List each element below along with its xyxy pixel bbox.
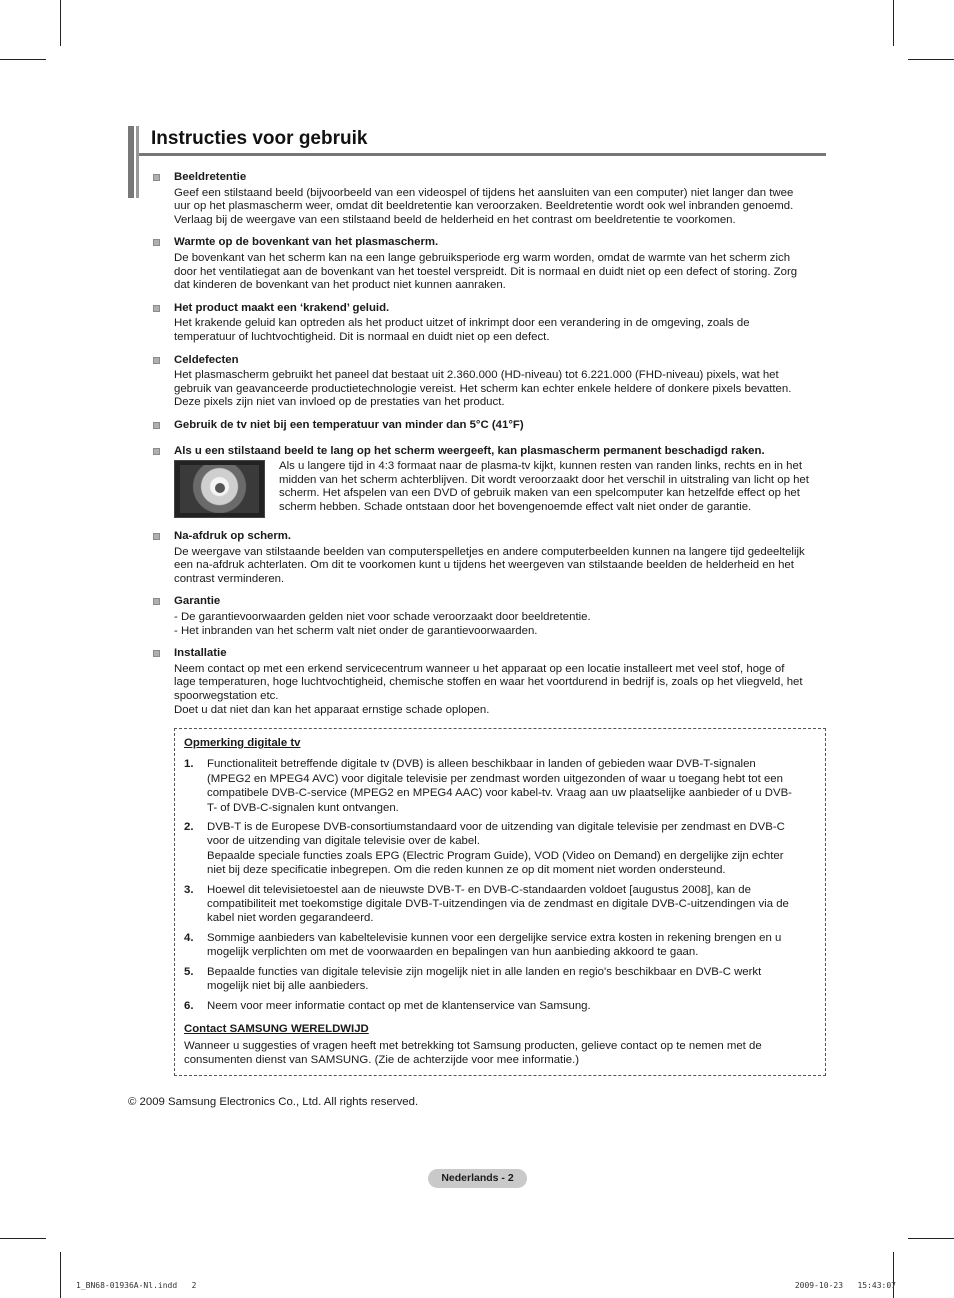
square-bullet-icon [153,650,160,657]
note-text: Hoewel dit televisietoestel aan de nieuwste DVB-T- en DVB-C-standaarden voldoet [augustus 2008], kan de compatibiliteit met toekomstige digitale DVB-T-uitzendingen via de zendmast en digitale DVB-C-uitzendingen via de kabel niet worden gegarandeerd. [207,883,789,925]
print-file-info: 1_BN68-01936A-Nl.indd 2 [76,1281,197,1290]
section-title: Warmte op de bovenkant van het plasmascherm. [174,236,439,249]
section-title: Gebruik de tv niet bij een temperatuur van minder dan 5°C (41°F) [174,418,524,431]
print-timestamp: 2009-10-23 15:43:07 [794,1281,896,1290]
section-text: Geef een stilstaand beeld (bijvoorbeeld van een videospel of tijdens het aansluiten van een computer) niet langer dan twee uur op het plasmascherm weer, omdat dit beeldretentie kan veroorzaken. Beeldretentie wordt ook wel inbranden genoemd. Verlaag bij de weergave van een stilstaand beeld de helderheid en het contrast om beeldretentie te voorkomen. [174,186,794,226]
title-rule [139,153,826,156]
section-krakend-geluid [152,302,826,345]
note-number: 3. [184,883,194,896]
crop-mark [908,59,954,60]
copyright: © 2009 Samsung Electronics Co., Ltd. All rights reserved. [128,1096,419,1108]
note-number: 6. [184,999,194,1012]
section-installatie [152,647,826,717]
crop-mark [893,0,894,46]
note-text: DVB-T is de Europese DVB-consortiumstandaard voor de uitzending van digitale televisie per zendmast en DVB-C voor de uitzending van digitale televisie over de kabel. Bepaalde speciale functies zoals EPG (Electric Program Guide), VOD (Video on Demand) en dergelijke zijn echter niet bij deze specificatie inbegrepen. Om die reden kunnen ze op dit moment niet worden ondersteund. [207,821,785,877]
square-bullet-icon [153,422,160,429]
crop-mark [893,1252,894,1298]
page-number-badge: Nederlands - 2 [428,1169,527,1188]
crop-mark [60,0,61,46]
section-garantie [152,595,826,638]
crop-mark [908,1238,954,1239]
section-text: De bovenkant van het scherm kan na een lange gebruiksperiode erg warm worden, omdat de warmte van het scherm zich door het ventilatiegat aan de bovenkant van het toestel verspreidt. Dit is normaal en duidt niet op een defect of storing. Zorg dat kinderen de bovenkant van het product niet kunnen aanraken. [174,251,798,292]
note-item [184,820,815,878]
section-celdefecten [152,354,826,410]
section-beeldretentie [152,171,826,227]
title-accent-bar [128,126,134,198]
note-title: Opmerking digitale tv [184,737,301,749]
note-item [184,757,815,815]
contact-text: Wanneer u suggesties of vragen heeft met betrekking tot Samsung producten, gelieve contact op te nemen met de consumenten dienst van SAMSUNG. (Zie de achterzijde voor mee informatie.) [184,1040,762,1067]
square-bullet-icon [153,533,160,540]
note-item [184,931,815,960]
section-title: Garantie [174,595,221,608]
section-stilstaand-beeld [152,445,826,519]
contact-title: Contact SAMSUNG WERELDWIJD [184,1022,369,1035]
section-title: Beeldretentie [174,171,247,183]
section-text: Het krakende geluid kan optreden als het product uitzet of inkrimpt door een verandering in de omgeving, zoals de temperatuur of luchtvochtigheid. Dit is normaal en duidt niet op een defect. [174,317,750,343]
tv-screen-image [174,460,265,518]
crop-mark [0,59,46,60]
image-row [174,460,826,518]
square-bullet-icon [153,448,160,455]
section-text: Het plasmascherm gebruikt het paneel dat bestaat uit 2.360.000 (HD-niveau) tot 6.221.000 (FHD-niveau) pixels, wat het gebruik van geavanceerde productietechnologie vereist. Het scherm kan echter enkele heldere of donkere pixels bevatten. Deze pixels zijn niet van invloed op de prestaties van het product. [174,369,792,409]
page-title: Instructies voor gebruik [151,128,368,149]
section-temperatuur [152,419,826,433]
square-bullet-icon [153,174,160,181]
note-item [184,965,815,994]
square-bullet-icon [153,598,160,605]
note-text: Functionaliteit betreffende digitale tv (DVB) is alleen beschikbaar in landen of gebieden waar DVB-T-signalen (MPEG2 en MPEG4 AVC) voor digitale televisie per zendmast worden uitgezonden of waar u toegang hebt tot een compatibele DVB-C-service (MPEG2 en MPEG4 AAC) voor kabel-tv. Vraag aan uw plaatselijke aanbieder of u DVB- T- of DVB-C-signalen kunt ontvangen. [207,758,792,814]
crop-mark [0,1238,46,1239]
note-text: Sommige aanbieders van kabeltelevisie kunnen voor een dergelijke service extra kosten in rekening brengen en u mogelijk verplichten om met de voorwaarden en bepalingen van hun aanbieding akkoord te gaan. [207,931,782,959]
crop-mark [60,1252,61,1298]
section-text: - De garantievoorwaarden gelden niet voor schade veroorzaakt door beeldretentie. - Het inbranden van het scherm valt niet onder de garantievoorwaarden. [174,611,591,637]
section-title: Als u een stilstaand beeld te lang op het scherm weergeeft, kan plasmascherm permanent beschadigd raken. [174,444,765,457]
square-bullet-icon [153,357,160,364]
square-bullet-icon [153,239,160,246]
section-text: Neem contact op met een erkend servicecentrum wanneer u het apparaat op een locatie installeert met veel stof, hoge of lage temperaturen, hoge luchtvochtigheid, chemische stoffen en waar het voortdurend in bedrijf is, zoals op het vliegveld, het spoorwegstation etc. Doet u dat niet dan kan het apparaat ernstige schade oplopen. [174,662,803,716]
note-number: 2. [184,821,194,834]
title-accent-bar [136,126,139,198]
main-content [152,171,826,726]
note-number: 1. [184,758,194,771]
square-bullet-icon [153,305,160,312]
section-title: Het product maakt een ‘krakend’ geluid. [174,301,390,314]
digital-tv-note-box [174,728,826,1076]
section-text: Als u langere tijd in 4:3 formaat naar de plasma-tv kijkt, kunnen resten van randen links, rechts en in het midden van het scherm achterblijven. Dit wordt veroorzaakt door het verschil in uitstraling van licht op het scherm. Het afspelen van een DVD of gebruik maken van een spelcomputer kan hetzelfde effect op het scherm hebben. Schade ontstaan door het bovengenoemde effect valt niet onder de garantie. [279,460,809,513]
section-text: De weergave van stilstaande beelden van computerspelletjes en andere computerbeelden kunnen na langere tijd gedeeltelijk een na-afdruk achterlaten. Om dit te voorkomen kunt u tijdens het weergeven van stilstaande beelden de helderheid en het contrast verminderen. [174,545,805,585]
note-item [184,883,815,926]
section-warmte [152,236,826,292]
note-item [184,999,815,1013]
note-number: 4. [184,931,194,944]
note-number: 5. [184,965,194,978]
note-text: Bepaalde functies van digitale televisie zijn mogelijk niet in alle landen en regio's beschikbaar en DVB-C werkt mogelijk niet bij alle aanbieders. [207,965,762,993]
section-title: Celdefecten [174,353,239,366]
section-title: Na-afdruk op scherm. [174,530,292,543]
section-title: Installatie [174,647,227,660]
section-na-afdruk [152,530,826,586]
note-text: Neem voor meer informatie contact op met de klantenservice van Samsung. [207,999,591,1012]
